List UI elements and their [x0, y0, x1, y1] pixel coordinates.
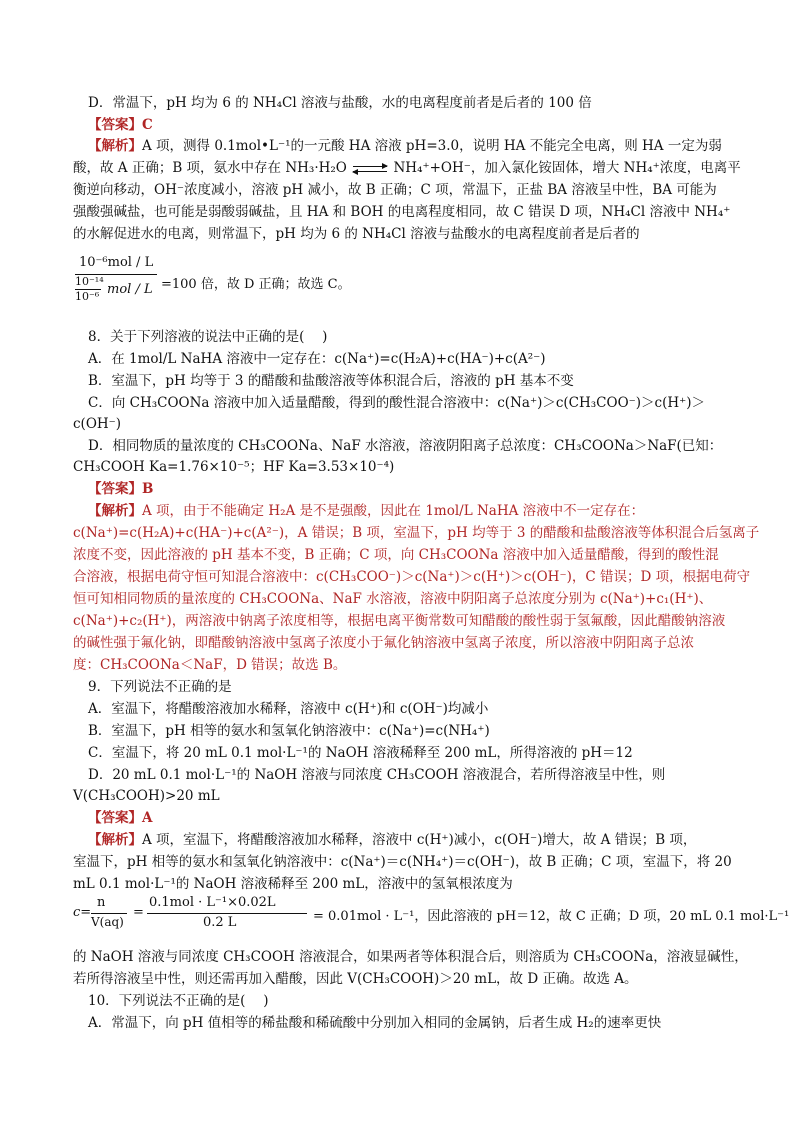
q8-option-a: A．在 1mol/L NaHA 溶液中一定存在：c(Na⁺)=c(H₂A)+c(HA⁻)+c(A²⁻)	[88, 351, 546, 367]
equilibrium-arrow-icon	[351, 164, 389, 174]
q9-analysis-line-5: 若所得溶液呈中性，则还需再加入醋酸，因此 V(CH₃COOH)＞20 mL，故 D 正确。故选 A。	[73, 971, 638, 987]
answer-label: 【答案】	[88, 810, 142, 826]
q8-option-c: C．向 CH₃COONa 溶液中加入适量醋酸，得到的酸性混合溶液中：c(Na⁺)＞c(CH₃COO⁻)＞c(H⁺)＞	[88, 395, 706, 411]
q7-option-d: D．常温下，pH 均为 6 的 NH₄Cl 溶液与盐酸，水的电离程度前者是后者的 100 倍	[88, 95, 592, 111]
q7-analysis-line-3: 衡逆向移动，OH⁻浓度减小，溶液 pH 减小，故 B 正确；C 项，常温下，正盐 BA 溶液呈中性，BA 可能为	[73, 182, 717, 198]
fraction-den-den: 10⁻⁶	[75, 290, 100, 303]
formula-v: V(aq)	[91, 915, 124, 929]
q7-fraction	[73, 255, 793, 303]
q9-analysis-line-2: 室温下，pH 相等的氨水和氢氧化钠溶液中：c(Na⁺)＝c(NH₄⁺)＝c(OH⁻)，故 B 正确；C 项，室温下，将 20	[73, 854, 732, 870]
q8-analysis-line-8: 度：CH₃COONa＜NaF，D 错误；故选 B。	[73, 657, 347, 673]
q7-analysis-line-2	[73, 158, 741, 178]
q9-analysis-line-4: 的 NaOH 溶液与同浓度 CH₃COOH 溶液混合，如果两者等体积混合后，则溶质为 CH₃COONa，溶液显碱性，	[73, 949, 748, 965]
formula-denominator: 0.2 L	[203, 915, 237, 930]
q8-option-d: D．相同物质的量浓度的 CH₃COONa、NaF 水溶液，溶液阴阳离子总浓度：CH₃COONa＞NaF(已知：	[88, 438, 723, 454]
formula-numerator: 0.1mol · L⁻¹×0.02L	[149, 895, 276, 910]
q10-stem: 10．下列说法不正确的是( )	[88, 993, 269, 1009]
formula-eq: =	[133, 905, 144, 920]
q10-option-a: A．常温下，向 pH 值相等的稀盐酸和稀硫酸中分别加入相同的金属钠，后者生成 H₂的速率更快	[88, 1015, 662, 1031]
q7-answer	[88, 115, 153, 135]
analysis-text: 酸，故 A 正确；B 项，氨水中存在 NH₃·H₂O	[73, 160, 347, 176]
q9-option-d-cont: V(CH₃COOH)>20 mL	[73, 788, 220, 804]
analysis-label: 【解析】	[88, 138, 142, 154]
q9-analysis-line-1	[88, 830, 696, 850]
analysis-text: A 项，室温下，将醋酸溶液加水稀释，溶液中 c(H⁺)减小，c(OH⁻)增大，故 A 错误；B 项，	[142, 832, 697, 848]
q9-formula	[73, 893, 793, 937]
analysis-text: NH₄⁺+OH⁻，加入氯化铵固体，增大 NH₄⁺浓度，电离平	[393, 160, 741, 176]
q8-analysis-line-7: 的碱性强于氟化钠，即醋酸钠溶液中氢离子浓度小于氟化钠溶液中氢离子浓度，所以溶液中阴阳离子总浓	[73, 635, 694, 651]
q9-answer	[88, 808, 152, 828]
q9-analysis-line-3: mL 0.1 mol·L⁻¹的 NaOH 溶液稀释至 200 mL，溶液中的氢氧根浓度为	[73, 876, 513, 892]
q8-analysis-line-4: 合溶液，根据电荷守恒可知混合溶液中：c(CH₃COO⁻)＞c(Na⁺)＞c(H⁺)＞c(OH⁻)，C 错误；D 项，根据电荷守	[73, 569, 751, 585]
fraction-den-num: 10⁻¹⁴	[75, 275, 104, 288]
answer-value: C	[142, 117, 153, 133]
q8-option-d-cont: CH₃COOH Ka=1.76×10⁻⁵；HF Ka=3.53×10⁻⁴)	[73, 459, 395, 475]
q8-option-b: B．室温下，pH 均等于 3 的醋酸和盐酸溶液等体积混合后，溶液的 pH 基本不变	[88, 373, 574, 389]
q7-analysis-line-1	[88, 136, 722, 156]
answer-value: A	[142, 810, 153, 826]
q8-analysis-line-1	[88, 501, 644, 521]
formula-c: c=	[73, 905, 92, 920]
answer-label: 【答案】	[88, 117, 142, 133]
formula-bar-2	[147, 913, 307, 914]
analysis-label: 【解析】	[88, 503, 142, 519]
analysis-text: A 项，由于不能确定 H₂A 是不是强酸，因此在 1mol/L NaHA 溶液中不一定存在：	[142, 503, 645, 519]
fraction-numerator: 10⁻⁶mol / L	[79, 255, 154, 270]
q8-stem: 8．关于下列溶液的说法中正确的是( )	[88, 329, 328, 345]
formula-n: n	[97, 895, 106, 910]
q8-option-c-cont: c(OH⁻)	[73, 416, 122, 432]
formula-bar-1	[91, 913, 127, 914]
q9-option-c: C．室温下，将 20 mL 0.1 mol·L⁻¹的 NaOH 溶液稀释至 200 mL，所得溶液的 pH＝12	[88, 745, 633, 761]
q7-analysis-line-5: 的水解促进水的电离，则常温下，pH 均为 6 的 NH₄Cl 溶液与盐酸水的电离程度前者是后者的	[73, 226, 640, 242]
answer-value: B	[142, 481, 154, 497]
analysis-label: 【解析】	[88, 832, 142, 848]
formula-tail: = 0.01mol · L⁻¹，因此溶液的 pH＝12，故 C 正确；D 项，20 mL 0.1 mol·L⁻¹	[313, 909, 790, 924]
fraction-den-unit: mol / L	[107, 282, 153, 297]
q7-analysis-line-4: 强酸强碱盐，也可能是弱酸弱碱盐，且 HA 和 BOH 的电离程度相同，故 C 错误 D 项，NH₄Cl 溶液中 NH₄⁺	[73, 204, 731, 220]
answer-label: 【答案】	[88, 481, 142, 497]
fraction-tail: =100 倍，故 D 正确；故选 C。	[161, 277, 351, 292]
q8-analysis-line-6: c(Na⁺)+c₂(H⁺)，两溶液中钠离子浓度相等，根据电离平衡常数可知醋酸的酸性弱于氢氟酸，因此醋酸钠溶液	[73, 613, 726, 629]
q9-option-d: D．20 mL 0.1 mol·L⁻¹的 NaOH 溶液与同浓度 CH₃COOH 溶液混合，若所得溶液呈中性，则	[88, 767, 666, 783]
q9-option-a: A．室温下，将醋酸溶液加水稀释，溶液中 c(H⁺)和 c(OH⁻)均减小	[88, 701, 489, 717]
q9-option-b: B．室温下，pH 相等的氨水和氢氧化钠溶液中：c(Na⁺)=c(NH₄⁺)	[88, 723, 490, 739]
q8-analysis-line-2: c(Na⁺)=c(H₂A)+c(HA⁻)+c(A²⁻)，A 错误；B 项，室温下，pH 均等于 3 的醋酸和盐酸溶液等体积混合后氢离子	[73, 525, 760, 541]
q8-analysis-line-5: 恒可知相同物质的量浓度的 CH₃COONa、NaF 水溶液，溶液中阴阳离子总浓度分别为 c(Na⁺)+c₁(H⁺)、	[73, 591, 713, 607]
q8-answer	[88, 479, 153, 499]
q9-stem: 9．下列说法不正确的是	[88, 679, 232, 695]
analysis-text: A 项，测得 0.1mol•L⁻¹的一元酸 HA 溶液 pH=3.0，说明 HA 不能完全电离，则 HA 一定为弱	[142, 138, 722, 154]
q8-analysis-line-3: 浓度不变，因此溶液的 pH 基本不变，B 正确；C 项，向 CH₃COONa 溶液中加入适量醋酸，得到的酸性混	[73, 547, 719, 563]
